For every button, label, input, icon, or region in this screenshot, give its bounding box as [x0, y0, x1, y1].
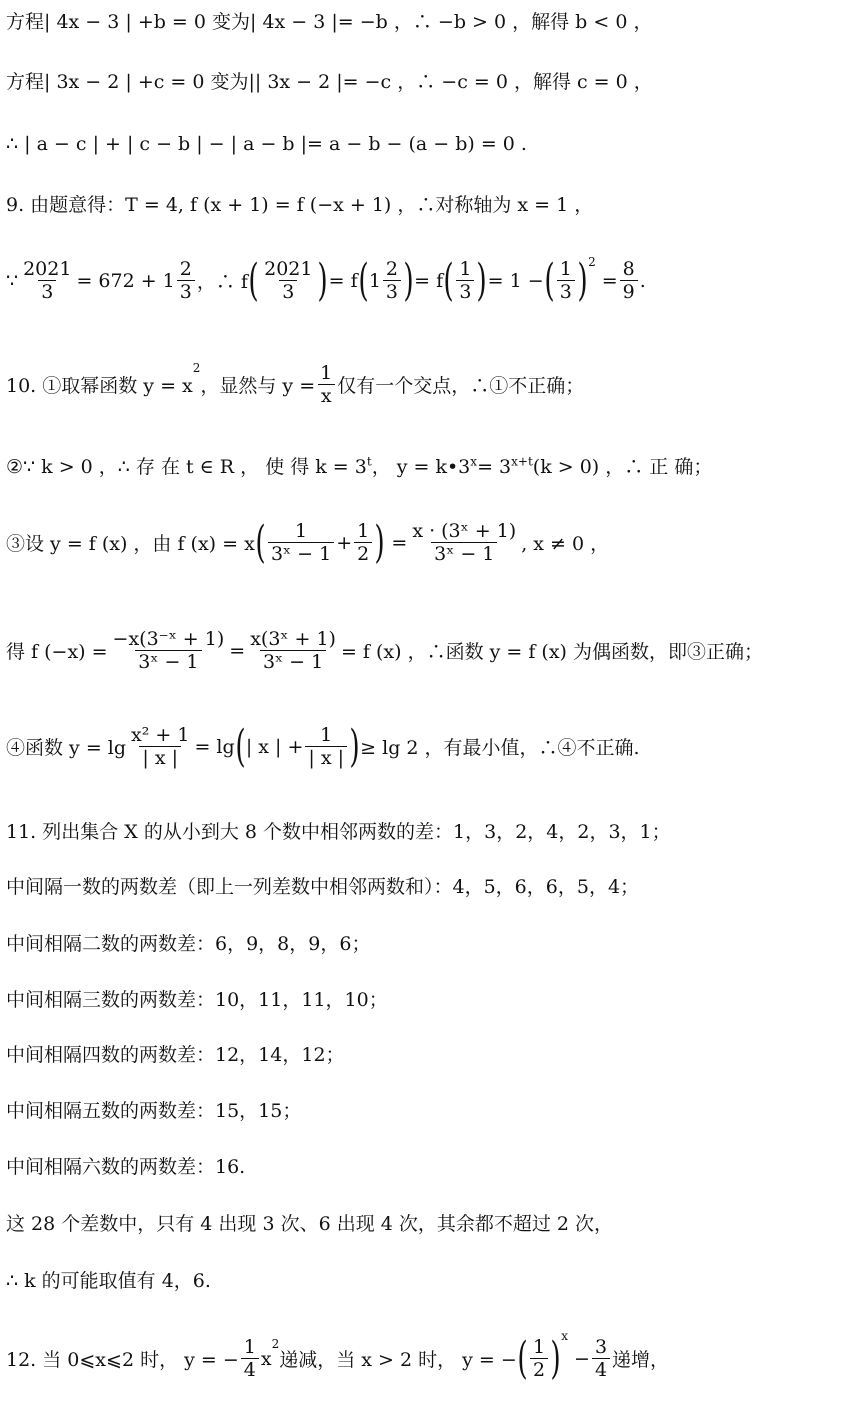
fraction — [557, 258, 575, 303]
fraction-denominator: 3ˣ − 1 — [260, 650, 326, 673]
fraction — [354, 520, 372, 565]
text-line-15: 中间相隔四数的两数差：12，14，12； — [6, 1044, 345, 1066]
fraction — [305, 724, 347, 769]
fraction-numerator: 1 — [357, 520, 370, 542]
right-paren: ) — [317, 254, 329, 306]
problem-12-line: 12. 当 0⩽x⩽2 时， y = − $\frac{1}{4}$ x 2 递减，当 x > 2 时， y = − ( $\frac{1}{2}$ ) x − $\frac{3}{4}$ 递增， — [6, 1329, 670, 1384]
text-line-16: 中间相隔五数的两数差：15，15； — [6, 1100, 302, 1122]
formula-text: 12. 当 0⩽x⩽2 时， y = − — [6, 1349, 239, 1371]
text-line-19: ∴ k 的可能取值有 4，6. — [6, 1270, 211, 1292]
text-line-14: 中间相隔三数的两数差：10，11，11，10； — [6, 989, 388, 1011]
fraction — [247, 628, 339, 673]
right-paren: ) — [403, 254, 414, 306]
formula-text: ④函数 y = lg — [6, 737, 127, 759]
fraction — [383, 258, 401, 303]
fraction-numerator: x(3ˣ + 1) — [250, 628, 336, 650]
fraction — [456, 258, 474, 303]
left-paren: ( — [235, 720, 246, 772]
formula-text: + — [336, 531, 353, 554]
fraction-numerator: 1 — [243, 1336, 256, 1358]
fraction-denominator: 3 — [383, 280, 401, 303]
right-paren: ) — [374, 516, 385, 568]
formula-text: ∵ — [6, 269, 19, 292]
formula-text: ③设 y = f (x) ，由 f (x) = x — [6, 533, 255, 555]
fraction-denominator: | x | — [139, 746, 181, 769]
formula-text: 1 — [368, 269, 381, 292]
fraction — [530, 1336, 548, 1381]
problem-9-line: 9. 由题意得：T = 4, f (x + 1) = f (−x + 1) ，∴对称轴为 x = 1 ， — [6, 194, 594, 216]
left-paren: ( — [248, 254, 259, 306]
fraction-numerator: 2021 — [264, 258, 313, 280]
fraction-denominator: 3ˣ − 1 — [268, 542, 334, 565]
fraction-denominator: 3ˣ − 1 — [431, 542, 497, 565]
fraction-numerator: 1 — [295, 520, 308, 542]
fraction-denominator: 3 — [557, 280, 575, 303]
left-paren: ( — [544, 254, 555, 306]
text-line-13: 中间相隔二数的两数差：6，9，8，9，6； — [6, 933, 371, 955]
fraction-denominator: 3 — [177, 280, 195, 303]
formula-text: ≥ lg 2 ，有最小值，∴④不正确. — [360, 737, 640, 759]
formula-text: − — [574, 1347, 590, 1370]
fraction-numerator: 1 — [320, 362, 333, 384]
fraction — [241, 1336, 259, 1381]
fraction — [261, 258, 315, 303]
fraction-denominator: x — [318, 384, 335, 407]
right-paren: ) — [550, 1332, 561, 1384]
formula-text: ②∵ k > 0 ，∴ 存 在 t ∈ R ， 使 得 k = 3 — [6, 456, 367, 478]
fraction — [409, 520, 519, 565]
fraction-numerator: x · (3ˣ + 1) — [412, 520, 517, 542]
text-line-2: 方程| 3x − 2 | +c = 0 变为|| 3x − 2 |= −c ，∴ −c = 0 ，解得 c = 0 ， — [6, 71, 653, 93]
text-line-1: 方程| 4x − 3 | +b = 0 变为| 4x − 3 |= −b ，∴ −b > 0 ，解得 b < 0 ， — [6, 11, 653, 33]
fraction-numerator: −x(3⁻ˣ + 1) — [112, 628, 225, 650]
fraction-denominator: 4 — [592, 1358, 610, 1381]
formula-text: 10. ①取幂函数 y = x — [6, 375, 193, 397]
fraction — [20, 258, 74, 303]
right-paren: ) — [577, 254, 588, 306]
text-line-18: 这 28 个差数中，只有 4 出现 3 次、6 出现 4 次，其余都不超过 2 次， — [6, 1213, 614, 1235]
fraction-denominator: 3 — [38, 280, 56, 303]
fraction-numerator: 1 — [320, 724, 333, 746]
left-paren: ( — [358, 254, 369, 306]
formula-text: = f (x) ，∴函数 y = f (x) 为偶函数，即③正确； — [340, 641, 764, 663]
problem-11-line: 11. 列出集合 X 的从小到大 8 个数中相邻两数的差：1，3，2，4，2，3，1； — [6, 821, 671, 843]
fraction — [177, 258, 195, 303]
left-paren: ( — [517, 1332, 528, 1384]
fraction-numerator: 1 — [559, 258, 572, 280]
formula-text: = 3 — [477, 456, 512, 478]
fraction — [268, 520, 334, 565]
formula-line-10c — [6, 516, 610, 568]
formula-line-10d — [6, 628, 763, 673]
formula-text: = — [229, 639, 246, 662]
fraction-denominator: | x | — [305, 746, 347, 769]
problem-10-line: 10. ①取幂函数 y = x 2 ，显然与 y = $\frac{1}{x}$ 仅有一个交点，∴①不正确； — [6, 361, 585, 407]
fraction-numerator: 2021 — [23, 258, 72, 280]
left-paren: ( — [255, 516, 266, 568]
formula-text: . — [639, 269, 646, 292]
fraction-numerator: 3 — [594, 1336, 608, 1358]
formula-text: = — [391, 531, 408, 554]
fraction-denominator: 3 — [456, 280, 474, 303]
fraction — [620, 258, 638, 303]
fraction-denominator: 9 — [620, 280, 638, 303]
text-line-3: ∴ | a − c | + | c − b | − | a − b |= a − b − (a − b) = 0 . — [6, 133, 527, 155]
fraction-numerator: 1 — [459, 258, 472, 280]
text-line-17: 中间相隔六数的两数差：16. — [6, 1156, 246, 1178]
right-paren: ) — [349, 720, 360, 772]
formula-text: = f — [414, 269, 444, 292]
formula-text: = 1 − — [487, 269, 544, 292]
formula-text: 得 f (−x) = — [6, 641, 108, 663]
formula-text: 递减，当 x > 2 时， y = − — [279, 1349, 517, 1371]
fraction-denominator: 3 — [279, 280, 297, 303]
fraction-denominator: 2 — [354, 542, 372, 565]
left-paren: ( — [443, 254, 454, 306]
fraction-numerator: 2 — [385, 258, 398, 280]
right-paren: ) — [476, 254, 488, 306]
formula-text: , x ≠ 0 ， — [521, 533, 610, 555]
text-line-12: 中间隔一数的两数差（即上一列差数中相邻两数和）：4，5，6，6，5，4； — [6, 876, 640, 898]
formula-text: x — [260, 1347, 272, 1370]
formula-text: = — [601, 269, 618, 292]
fraction-denominator: 2 — [530, 1358, 548, 1381]
text-line-7 — [6, 455, 712, 479]
superscript: x+t — [511, 454, 533, 469]
formula-text: = f — [328, 269, 358, 292]
formula-text: (k > 0) ，∴ 正 确； — [532, 456, 713, 478]
fraction — [592, 1336, 610, 1381]
fraction-denominator: 4 — [241, 1358, 259, 1381]
formula-line-10e — [6, 720, 640, 772]
formula-text: = lg — [194, 735, 235, 758]
fraction-denominator: 3ˣ − 1 — [135, 650, 201, 673]
formula-text: ，∴ f — [196, 271, 248, 293]
fraction-numerator: 1 — [532, 1336, 546, 1358]
superscript: t — [366, 454, 372, 469]
fraction-numerator: 2 — [179, 258, 192, 280]
formula-text: ， y = k•3 — [371, 456, 471, 478]
formula-text: 递增， — [612, 1349, 670, 1371]
fraction-numerator: 8 — [622, 258, 635, 280]
formula-text: 仅有一个交点，∴①不正确； — [337, 375, 585, 397]
fraction — [317, 362, 335, 407]
superscript: x — [470, 454, 478, 469]
formula-line-9b: ∵ $\frac{2021}{3}$ = 672 + 1 $\frac{2}{3}$ ，∴ f ( $\frac{2021}{3}$ ) = f ( 1 $\frac{2}{3}$ ) = f ( $\frac{1}{3}$ ) = 1 − ( $\frac{1}{3}$ ) 2 = $\frac{8}{9}$ . — [6, 254, 646, 306]
fraction — [128, 724, 192, 769]
formula-text: | x | + — [245, 735, 304, 758]
formula-text: = 672 + 1 — [76, 269, 175, 292]
formula-text: ，显然与 y = — [200, 375, 316, 397]
fraction — [110, 628, 228, 673]
fraction-numerator: x² + 1 — [131, 724, 190, 746]
